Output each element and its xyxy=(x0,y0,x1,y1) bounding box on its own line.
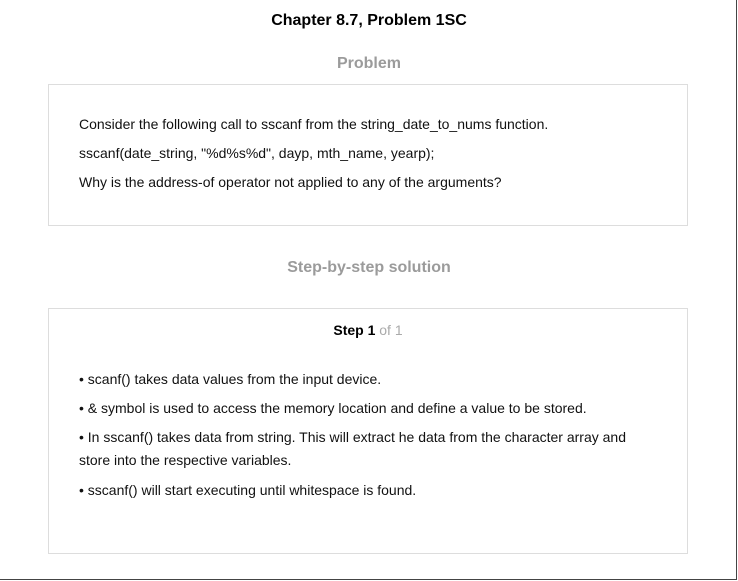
solution-bullet-scanf: • scanf() takes data values from the input device. xyxy=(79,368,637,391)
step-count: of 1 xyxy=(379,322,403,338)
problem-statement: Consider the following call to sscanf from the string_date_to_nums function. xyxy=(79,116,549,132)
solution-bullet-whitespace: • sscanf() will start executing until whitespace is found. xyxy=(79,479,637,502)
solution-bullet-sscanf: • In sscanf() takes data from string. This will extract he data from the character array and store into the respective variables. xyxy=(79,426,637,472)
step-label: Step 1 xyxy=(333,322,376,338)
problem-heading: Problem xyxy=(336,55,401,72)
step-title xyxy=(49,322,687,338)
problem-code-line: sscanf(date_string, "%d%s%d", dayp, mth_name, yearp); xyxy=(79,145,435,161)
solution-heading: Step-by-step solution xyxy=(287,259,451,276)
chapter-title: Chapter 8.7, Problem 1SC xyxy=(271,12,467,29)
solution-box xyxy=(48,308,688,554)
problem-box xyxy=(48,84,688,226)
problem-question: Why is the address-of operator not applied to any of the arguments? xyxy=(79,174,502,190)
solution-bullet-ampersand: • & symbol is used to access the memory location and define a value to be stored. xyxy=(79,397,637,420)
